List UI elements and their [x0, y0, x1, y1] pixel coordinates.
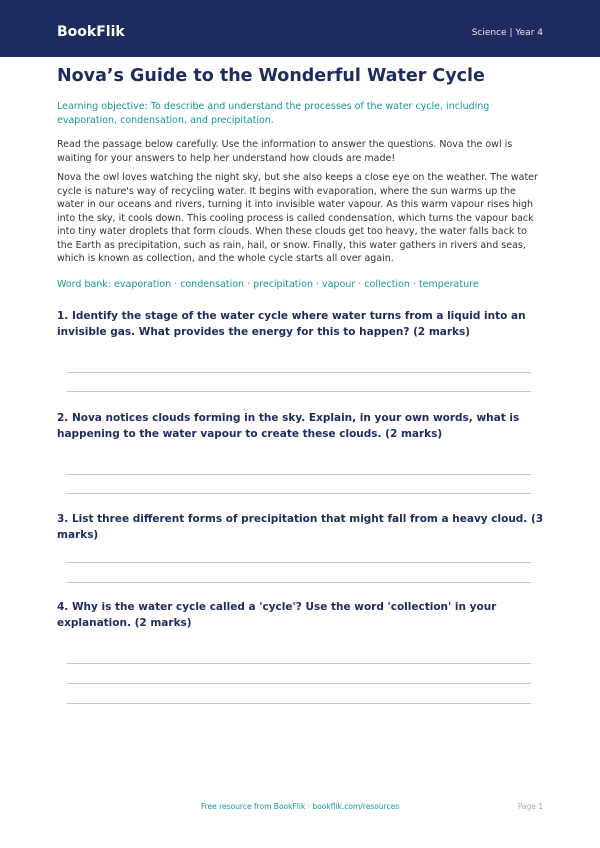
answer-line[interactable] [67, 683, 531, 684]
answer-line[interactable] [67, 372, 531, 373]
footer-text: Free resource from BookFlik · bookflik.com/resources [200, 802, 400, 811]
answer-line[interactable] [67, 493, 531, 494]
question-1: 1. Identify the stage of the water cycle where water turns from a liquid into an invisible gas. What provides the energy for this to happen? (2 marks) [57, 310, 526, 338]
intro-paragraph: Read the passage below carefully. Use the information to answer the questions. Nova the owl is waiting for your answers to help her understand how clouds are made! [57, 139, 513, 164]
answer-line[interactable] [67, 703, 531, 704]
learning-objective: Learning objective: To describe and understand the processes of the water cycle, including evaporation, condensation, and precipitation. [57, 101, 490, 126]
answer-line[interactable] [67, 474, 531, 475]
answer-line[interactable] [67, 582, 531, 583]
passage-paragraph: Nova the owl loves watching the night sky, but she also keeps a close eye on the weather. The water cycle is nature's way of recycling water. It begins with evaporation, where the sun warms up the water in our oceans and rivers, turning it into invisible water vapour. As this warm vapour rises high into the sky, it cools down. This cooling process is called condensation, which turns the vapour back into tiny water droplets that form clouds. When these clouds get too heavy, the water falls back to the Earth as precipitation, such as rain, hail, or snow. Finally, this water gathers in rivers and seas, which is known as collection, and the whole cycle starts all over again. [57, 172, 538, 264]
answer-line[interactable] [67, 562, 531, 563]
question-4: 4. Why is the water cycle called a 'cycle'? Use the word 'collection' in your explanation. (2 marks) [57, 601, 497, 629]
answer-line[interactable] [67, 663, 531, 664]
word-bank: Word bank: evaporation · condensation · precipitation · vapour · collection · temperature [57, 279, 479, 290]
page-number: Page 1 [517, 802, 543, 811]
subject-year-label: Science | Year 4 [471, 28, 543, 38]
answer-line[interactable] [67, 391, 531, 392]
page-title: Nova’s Guide to the Wonderful Water Cycle [57, 66, 485, 86]
question-3: 3. List three different forms of precipitation that might fall from a heavy cloud. (3 marks) [57, 513, 544, 541]
brand-logo: BookFlik [57, 24, 125, 40]
page-header [0, 0, 600, 57]
question-2: 2. Nova notices clouds forming in the sky. Explain, in your own words, what is happening to the water vapour to create these clouds. (2 marks) [57, 412, 520, 440]
